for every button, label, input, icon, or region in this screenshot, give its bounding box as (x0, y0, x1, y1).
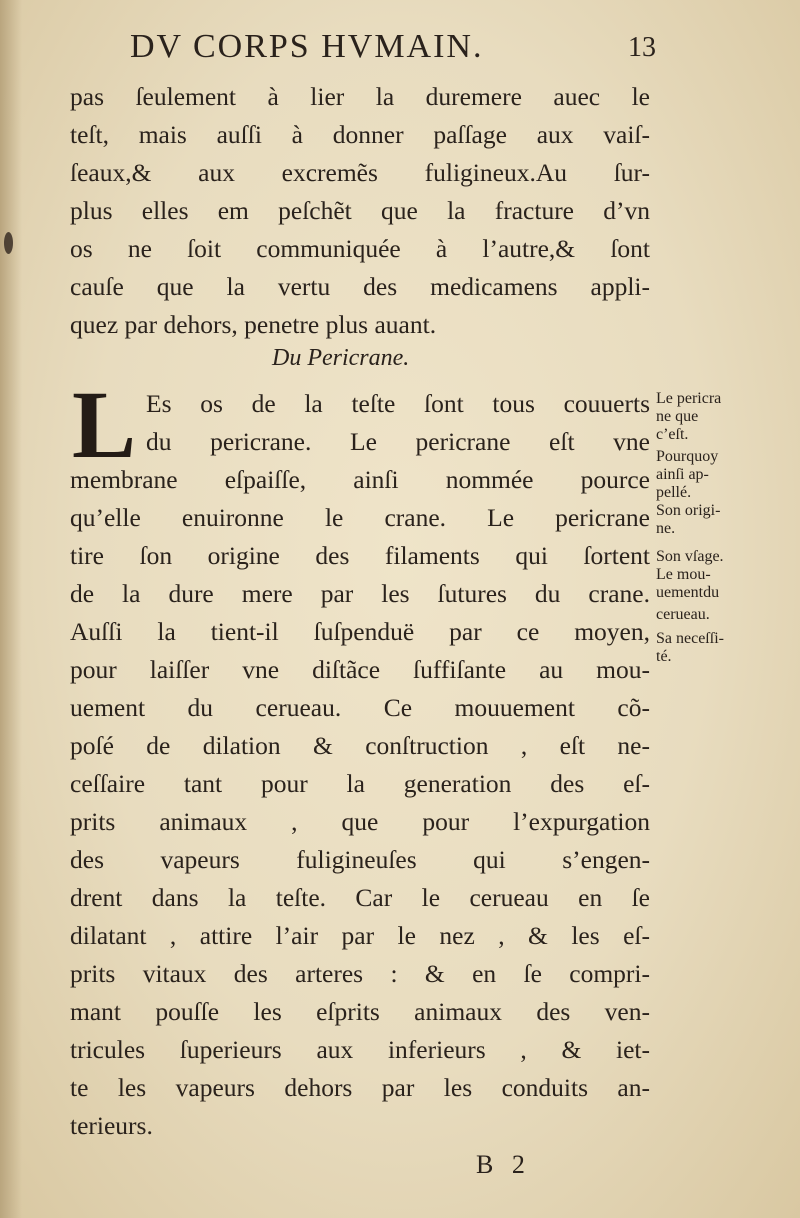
text-line: tire ſon origine des filaments qui ſortent (70, 541, 650, 570)
text-line: mant pouſſe les eſprits animaux des ven- (70, 997, 650, 1026)
margin-note: uementdu (656, 584, 720, 601)
gutter-shadow (0, 0, 22, 1218)
margin-note: ne que (656, 408, 699, 425)
margin-note: Pourquoy (656, 448, 719, 465)
text-line: membrane eſpaiſſe, ainſi nommée pource (70, 465, 650, 494)
text-line: drent dans la teſte. Car le cerueau en ſe (70, 883, 650, 912)
margin-note: Le pericra (656, 390, 722, 407)
text-block-after-heading (70, 371, 650, 1145)
running-head-title: DV CORPS HVMAIN. (130, 28, 484, 65)
margin-note: ne. (656, 520, 676, 537)
text-line: pas ſeulement à lier la duremere auec le (70, 82, 650, 111)
text-line: pour laiſſer vne diſtãce ſuffiſante au mou- (70, 655, 650, 684)
text-line: ceſſaire tant pour la generation des eſ- (70, 769, 650, 798)
margin-note: Son vſage. (656, 548, 724, 565)
margin-note: té. (656, 648, 672, 665)
margin-note: c’eſt. (656, 426, 689, 443)
text-line: os ne ſoit communiquée à l’autre,& ſont (70, 234, 650, 263)
margin-note: cerueau. (656, 606, 710, 623)
text-line: plus elles em peſchẽt que la fracture d’vn (70, 196, 650, 225)
text-line: dilatant , attire l’air par le nez , & les eſ- (70, 921, 650, 950)
margin-note: Sa neceſſi- (656, 630, 724, 647)
text-block-before-heading (70, 78, 650, 344)
text-line: des vapeurs fuligineuſes qui s’engen- (70, 845, 650, 874)
text-line: prits vitaux des arteres : & en ſe compri- (70, 959, 650, 988)
text-line: te les vapeurs dehors par les conduits an- (70, 1073, 650, 1102)
page-number: 13 (628, 32, 656, 63)
text-line: terieurs. (70, 1111, 153, 1140)
text-line: qu’elle enuironne le crane. Le pericrane (70, 503, 650, 532)
ink-stain (4, 232, 13, 254)
text-line: de la dure mere par les ſutures du crane. (70, 579, 650, 608)
signature-mark: B 2 (476, 1150, 531, 1179)
text-line: ſeaux,& aux excremẽs fuligineux.Au ſur- (70, 158, 650, 187)
drop-cap: L (72, 371, 137, 478)
margin-note: Son origi- (656, 502, 721, 519)
text-line: quez par dehors, penetre plus auant. (70, 310, 437, 339)
margin-notes (656, 390, 774, 666)
text-line: du pericrane. Le pericrane eſt vne (146, 427, 650, 456)
text-line: uement du cerueau. Ce mouuement cõ- (70, 693, 650, 722)
margin-note: Le mou- (656, 566, 711, 583)
running-head (130, 28, 660, 72)
text-line: prits animaux , que pour l’expurgation (70, 807, 650, 836)
margin-note: pellé. (656, 484, 692, 501)
section-heading: Du Pericrane. (272, 345, 410, 371)
margin-note: ainſi ap- (656, 466, 709, 483)
text-line: poſé de dilation & conſtruction , eſt ne- (70, 731, 650, 760)
text-line: cauſe que la vertu des medicamens appli- (70, 272, 650, 301)
text-line: tricules ſuperieurs aux inferieurs , & iet- (70, 1035, 650, 1064)
text-line: Auſſi la tient-il ſuſpenduë par ce moyen, (70, 617, 650, 646)
text-line: teſt, mais auſſi à donner paſſage aux vaiſ- (70, 120, 650, 149)
text-line: Es os de la teſte ſont tous couuerts (146, 389, 650, 418)
